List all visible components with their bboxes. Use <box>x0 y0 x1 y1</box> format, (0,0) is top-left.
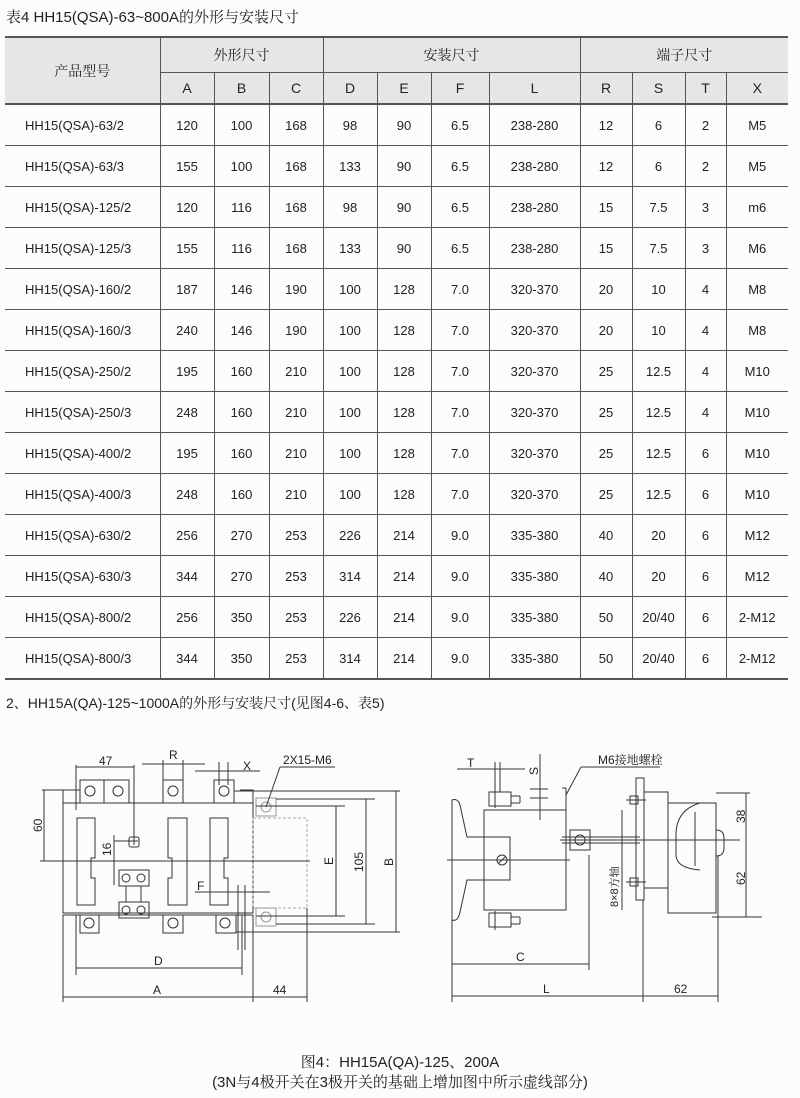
dim-R: R <box>169 748 178 762</box>
value-cell: 238-280 <box>489 104 580 146</box>
header-col: A <box>160 73 214 105</box>
dim-F: F <box>197 879 205 893</box>
value-cell: 100 <box>323 474 377 515</box>
value-cell: 12.5 <box>632 474 685 515</box>
value-cell: 6.5 <box>431 228 489 269</box>
value-cell: 7.0 <box>431 269 489 310</box>
table-row <box>5 638 788 680</box>
value-cell: 133 <box>323 146 377 187</box>
value-cell: 155 <box>160 146 214 187</box>
header-group-outline: 外形尺寸 <box>160 37 323 73</box>
value-cell: 314 <box>323 638 377 680</box>
value-cell: 187 <box>160 269 214 310</box>
header-col: T <box>685 73 726 105</box>
model-cell: HH15(QSA)-125/2 <box>5 187 160 228</box>
value-cell: 160 <box>214 474 269 515</box>
value-cell: 168 <box>269 187 323 228</box>
model-cell: HH15(QSA)-125/3 <box>5 228 160 269</box>
model-cell: HH15(QSA)-63/3 <box>5 146 160 187</box>
table-row <box>5 351 788 392</box>
value-cell: 9.0 <box>431 597 489 638</box>
value-cell: 344 <box>160 638 214 680</box>
dim-shaft: 8×8方轴 <box>609 866 621 907</box>
table-row <box>5 228 788 269</box>
front-view <box>31 748 400 1002</box>
value-cell: 160 <box>214 392 269 433</box>
value-cell: 253 <box>269 515 323 556</box>
dim-X: X <box>243 759 252 773</box>
dimensions-table <box>5 36 788 680</box>
model-cell: HH15(QSA)-160/2 <box>5 269 160 310</box>
value-cell: 335-380 <box>489 556 580 597</box>
callout-bolt: 2X15-M6 <box>283 753 332 767</box>
value-cell: 10 <box>632 269 685 310</box>
figure-note: (3N与4极开关在3极开关的基础上增加图中所示虚线部分) <box>212 1074 588 1091</box>
value-cell: 350 <box>214 638 269 680</box>
value-cell: 90 <box>377 146 431 187</box>
table-row <box>5 597 788 638</box>
value-cell: 2-M12 <box>726 597 788 638</box>
value-cell: 320-370 <box>489 310 580 351</box>
side-view <box>447 752 762 1002</box>
value-cell: 4 <box>685 351 726 392</box>
value-cell: 20 <box>580 310 632 351</box>
value-cell: 128 <box>377 269 431 310</box>
value-cell: M10 <box>726 433 788 474</box>
value-cell: 210 <box>269 433 323 474</box>
value-cell: 155 <box>160 228 214 269</box>
value-cell: 50 <box>580 597 632 638</box>
value-cell: 190 <box>269 269 323 310</box>
value-cell: 168 <box>269 104 323 146</box>
value-cell: 128 <box>377 474 431 515</box>
value-cell: 214 <box>377 515 431 556</box>
value-cell: 50 <box>580 638 632 680</box>
value-cell: 350 <box>214 597 269 638</box>
value-cell: 248 <box>160 474 214 515</box>
value-cell: 320-370 <box>489 433 580 474</box>
value-cell: 146 <box>214 310 269 351</box>
value-cell: 9.0 <box>431 515 489 556</box>
value-cell: 190 <box>269 310 323 351</box>
value-cell: 40 <box>580 556 632 597</box>
value-cell: M8 <box>726 269 788 310</box>
value-cell: 320-370 <box>489 269 580 310</box>
value-cell: 25 <box>580 474 632 515</box>
value-cell: 253 <box>269 638 323 680</box>
table-row <box>5 269 788 310</box>
value-cell: 4 <box>685 392 726 433</box>
dim-S: S <box>527 766 541 775</box>
value-cell: 120 <box>160 187 214 228</box>
model-cell: HH15(QSA)-630/2 <box>5 515 160 556</box>
model-cell: HH15(QSA)-400/3 <box>5 474 160 515</box>
value-cell: 10 <box>632 310 685 351</box>
section-heading: 2、HH15A(QA)-125~1000A的外形与安装尺寸(见图4-6、表5) <box>6 695 385 711</box>
value-cell: M5 <box>726 104 788 146</box>
value-cell: 270 <box>214 556 269 597</box>
header-group-terminal: 端子尺寸 <box>580 37 788 73</box>
value-cell: 314 <box>323 556 377 597</box>
value-cell: 100 <box>214 104 269 146</box>
value-cell: 238-280 <box>489 146 580 187</box>
value-cell: 210 <box>269 474 323 515</box>
value-cell: 238-280 <box>489 228 580 269</box>
table-row <box>5 146 788 187</box>
value-cell: 20/40 <box>632 638 685 680</box>
value-cell: 116 <box>214 228 269 269</box>
value-cell: 12 <box>580 104 632 146</box>
header-col: F <box>431 73 489 105</box>
header-col: L <box>489 73 580 105</box>
value-cell: 100 <box>214 146 269 187</box>
dim-62-horizontal: 62 <box>674 982 688 996</box>
value-cell: 240 <box>160 310 214 351</box>
value-cell: 248 <box>160 392 214 433</box>
value-cell: 256 <box>160 515 214 556</box>
value-cell: 4 <box>685 269 726 310</box>
value-cell: 6 <box>685 597 726 638</box>
model-cell: HH15(QSA)-800/3 <box>5 638 160 680</box>
model-cell: HH15(QSA)-250/3 <box>5 392 160 433</box>
dim-D: D <box>154 954 163 968</box>
model-cell: HH15(QSA)-160/3 <box>5 310 160 351</box>
table-row <box>5 515 788 556</box>
value-cell: 98 <box>323 187 377 228</box>
dim-47: 47 <box>99 754 113 768</box>
header-group-mounting: 安装尺寸 <box>323 37 580 73</box>
value-cell: 7.5 <box>632 228 685 269</box>
value-cell: 100 <box>323 433 377 474</box>
dim-62-vertical: 62 <box>734 871 748 885</box>
header-col: E <box>377 73 431 105</box>
dim-60: 60 <box>31 818 45 832</box>
value-cell: 335-380 <box>489 597 580 638</box>
value-cell: 320-370 <box>489 351 580 392</box>
dim-A: A <box>153 983 162 997</box>
table-row <box>5 310 788 351</box>
header-col: X <box>726 73 788 105</box>
dim-E: E <box>322 856 336 865</box>
dim-38: 38 <box>734 809 748 823</box>
value-cell: 90 <box>377 228 431 269</box>
value-cell: M5 <box>726 146 788 187</box>
value-cell: 210 <box>269 392 323 433</box>
model-cell: HH15(QSA)-800/2 <box>5 597 160 638</box>
value-cell: M12 <box>726 556 788 597</box>
value-cell: 9.0 <box>431 638 489 680</box>
dim-T: T <box>467 756 475 770</box>
value-cell: 3 <box>685 187 726 228</box>
table-row <box>5 187 788 228</box>
value-cell: 2 <box>685 146 726 187</box>
value-cell: 9.0 <box>431 556 489 597</box>
value-cell: 146 <box>214 269 269 310</box>
value-cell: 195 <box>160 433 214 474</box>
header-col: B <box>214 73 269 105</box>
dim-L: L <box>543 982 550 996</box>
value-cell: 116 <box>214 187 269 228</box>
model-cell: HH15(QSA)-63/2 <box>5 104 160 146</box>
value-cell: 226 <box>323 515 377 556</box>
value-cell: 6 <box>685 515 726 556</box>
value-cell: 4 <box>685 310 726 351</box>
value-cell: 214 <box>377 638 431 680</box>
value-cell: 6.5 <box>431 187 489 228</box>
value-cell: 90 <box>377 104 431 146</box>
header-col: R <box>580 73 632 105</box>
value-cell: 7.0 <box>431 310 489 351</box>
model-cell: HH15(QSA)-400/2 <box>5 433 160 474</box>
value-cell: 226 <box>323 597 377 638</box>
value-cell: 210 <box>269 351 323 392</box>
value-cell: 6 <box>685 474 726 515</box>
value-cell: 6.5 <box>431 146 489 187</box>
value-cell: M6 <box>726 228 788 269</box>
value-cell: 100 <box>323 392 377 433</box>
value-cell: 168 <box>269 146 323 187</box>
terminal-top <box>214 780 234 803</box>
value-cell: 320-370 <box>489 474 580 515</box>
value-cell: 253 <box>269 597 323 638</box>
value-cell: 12 <box>580 146 632 187</box>
table-row <box>5 474 788 515</box>
value-cell: 2-M12 <box>726 638 788 680</box>
value-cell: 128 <box>377 392 431 433</box>
value-cell: 7.0 <box>431 433 489 474</box>
dim-105: 105 <box>352 851 366 872</box>
value-cell: M10 <box>726 351 788 392</box>
value-cell: 90 <box>377 187 431 228</box>
value-cell: 133 <box>323 228 377 269</box>
value-cell: 270 <box>214 515 269 556</box>
value-cell: 20 <box>580 269 632 310</box>
header-col: S <box>632 73 685 105</box>
value-cell: 168 <box>269 228 323 269</box>
value-cell: 128 <box>377 310 431 351</box>
header-col: D <box>323 73 377 105</box>
value-cell: 214 <box>377 597 431 638</box>
value-cell: 195 <box>160 351 214 392</box>
value-cell: 40 <box>580 515 632 556</box>
table-row <box>5 433 788 474</box>
value-cell: 100 <box>323 351 377 392</box>
value-cell: 6.5 <box>431 104 489 146</box>
value-cell: 128 <box>377 351 431 392</box>
value-cell: 6 <box>685 556 726 597</box>
extension-dashed <box>253 818 307 908</box>
value-cell: 20 <box>632 556 685 597</box>
value-cell: 320-370 <box>489 392 580 433</box>
value-cell: 344 <box>160 556 214 597</box>
value-cell: 20 <box>632 515 685 556</box>
value-cell: M10 <box>726 474 788 515</box>
value-cell: 238-280 <box>489 187 580 228</box>
value-cell: 256 <box>160 597 214 638</box>
value-cell: 3 <box>685 228 726 269</box>
figure-caption: 图4：HH15A(QA)-125、200A <box>300 1054 500 1071</box>
value-cell: 15 <box>580 187 632 228</box>
value-cell: 12.5 <box>632 433 685 474</box>
value-cell: 128 <box>377 433 431 474</box>
table-row <box>5 104 788 146</box>
dim-16: 16 <box>100 842 114 856</box>
value-cell: 20/40 <box>632 597 685 638</box>
value-cell: 253 <box>269 556 323 597</box>
value-cell: 335-380 <box>489 638 580 680</box>
value-cell: 6 <box>685 638 726 680</box>
header-model: 产品型号 <box>5 37 160 104</box>
value-cell: M12 <box>726 515 788 556</box>
value-cell: 12.5 <box>632 392 685 433</box>
dimension-drawing <box>0 740 800 1045</box>
value-cell: 25 <box>580 433 632 474</box>
value-cell: M8 <box>726 310 788 351</box>
value-cell: M10 <box>726 392 788 433</box>
table-title: 表4 HH15(QSA)-63~800A的外形与安装尺寸 <box>6 9 299 26</box>
header-col: C <box>269 73 323 105</box>
value-cell: 160 <box>214 433 269 474</box>
value-cell: m6 <box>726 187 788 228</box>
value-cell: 214 <box>377 556 431 597</box>
value-cell: 160 <box>214 351 269 392</box>
value-cell: 2 <box>685 104 726 146</box>
rear-knob-housing <box>668 803 716 913</box>
model-cell: HH15(QSA)-630/3 <box>5 556 160 597</box>
table-row <box>5 392 788 433</box>
value-cell: 25 <box>580 392 632 433</box>
value-cell: 12.5 <box>632 351 685 392</box>
value-cell: 6 <box>685 433 726 474</box>
model-cell: HH15(QSA)-250/2 <box>5 351 160 392</box>
value-cell: 100 <box>323 269 377 310</box>
value-cell: 6 <box>632 146 685 187</box>
value-cell: 25 <box>580 351 632 392</box>
value-cell: 7.0 <box>431 351 489 392</box>
value-cell: 7.0 <box>431 392 489 433</box>
dim-B: B <box>382 857 396 866</box>
callout-ground: M6接地螺栓 <box>598 753 663 767</box>
value-cell: 7.5 <box>632 187 685 228</box>
value-cell: 15 <box>580 228 632 269</box>
value-cell: 120 <box>160 104 214 146</box>
table-row <box>5 556 788 597</box>
dim-44: 44 <box>273 983 287 997</box>
terminal-top <box>163 780 183 803</box>
value-cell: 6 <box>632 104 685 146</box>
value-cell: 100 <box>323 310 377 351</box>
dim-C: C <box>516 950 525 964</box>
value-cell: 7.0 <box>431 474 489 515</box>
value-cell: 335-380 <box>489 515 580 556</box>
value-cell: 98 <box>323 104 377 146</box>
